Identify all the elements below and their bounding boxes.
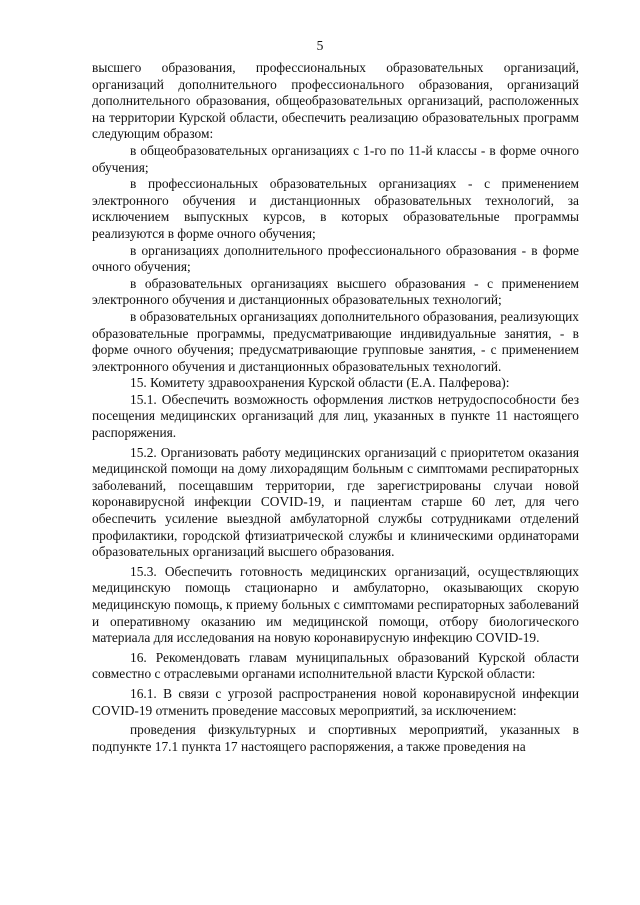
paragraph-item-15-2: 15.2. Организовать работу медицинских организаций с приоритетом оказания медицинской помощи на дому лихорадящим больным с симптомами респираторных заболеваний, посещавшим территории, где зарегистрированы случаи новой коронавирусной инфекции COVID-19, и пациентам старше 60 лет, для чего обеспечить усиление выездной амбулаторной службы сотрудниками отделений профилактики, городской фтизиатрической службы и клиническими ординаторами образовательных организаций высшего образования. xyxy=(92,444,579,560)
paragraph-professional-education: в профессиональных образовательных организациях - с применением электронного обучения и дистанционных образовательных технологий, за исключением выпускных курсов, в которых образовательные программы реализуются в форме очного обучения; xyxy=(92,176,579,241)
page-number: 5 xyxy=(316,38,324,53)
paragraph-additional-professional-education: в организациях дополнительного профессионального образования - в форме очного обучения; xyxy=(92,242,579,275)
paragraph-item-16: 16. Рекомендовать главам муниципальных образований Курской области совместно с отраслевыми органами исполнительной власти Курской области: xyxy=(92,649,579,682)
paragraph-additional-education: в образовательных организациях дополнительного образования, реализующих образовательные программы, предусматривающие индивидуальные занятия, - в форме очного обучения; предусматривающие групповые занятия, - с применением электронного обучения и дистанционных образовательных технологий. xyxy=(92,308,579,374)
paragraph-intro: высшего образования, профессиональных образовательных организаций, организаций дополнительного профессионального образования, организаций дополнительного образования, общеобразовательных организаций, расположенных на территории Курской области, обеспечить реализацию образовательных программ следующим образом: xyxy=(92,60,579,142)
document-body xyxy=(92,60,579,755)
paragraph-item-15: 15. Комитету здравоохранения Курской области (Е.А. Палферова): xyxy=(130,375,510,391)
paragraph-item-16-1: 16.1. В связи с угрозой распространения новой коронавирусной инфекции COVID-19 отменить проведение массовых мероприятий, за исключением: xyxy=(92,685,579,718)
paragraph-item-15-3: 15.3. Обеспечить готовность медицинских организаций, осуществляющих медицинскую помощь стационарно и амбулаторно, оказывающих скорую медицинскую помощь, к приему больных с симптомами респираторных заболеваний и оперативному оказанию им медицинской помощи, отбору биологического материала для исследования на новую коронавирусную инфекцию COVID-19. xyxy=(92,563,579,646)
paragraph-higher-education: в образовательных организациях высшего образования - с применением электронного обучения и дистанционных образовательных технологий; xyxy=(92,275,579,308)
paragraph-exception-sports: проведения физкультурных и спортивных мероприятий, указанных в подпункте 17.1 пункта 17 настоящего распоряжения, а также проведения на xyxy=(92,722,579,754)
paragraph-general-education: в общеобразовательных организациях с 1-го по 11-й классы - в форме очного обучения; xyxy=(92,142,579,175)
paragraph-item-15-1: 15.1. Обеспечить возможность оформления листков нетрудоспособности без посещения медицинских организаций для лиц, указанных в пункте 11 настоящего распоряжения. xyxy=(92,391,579,441)
